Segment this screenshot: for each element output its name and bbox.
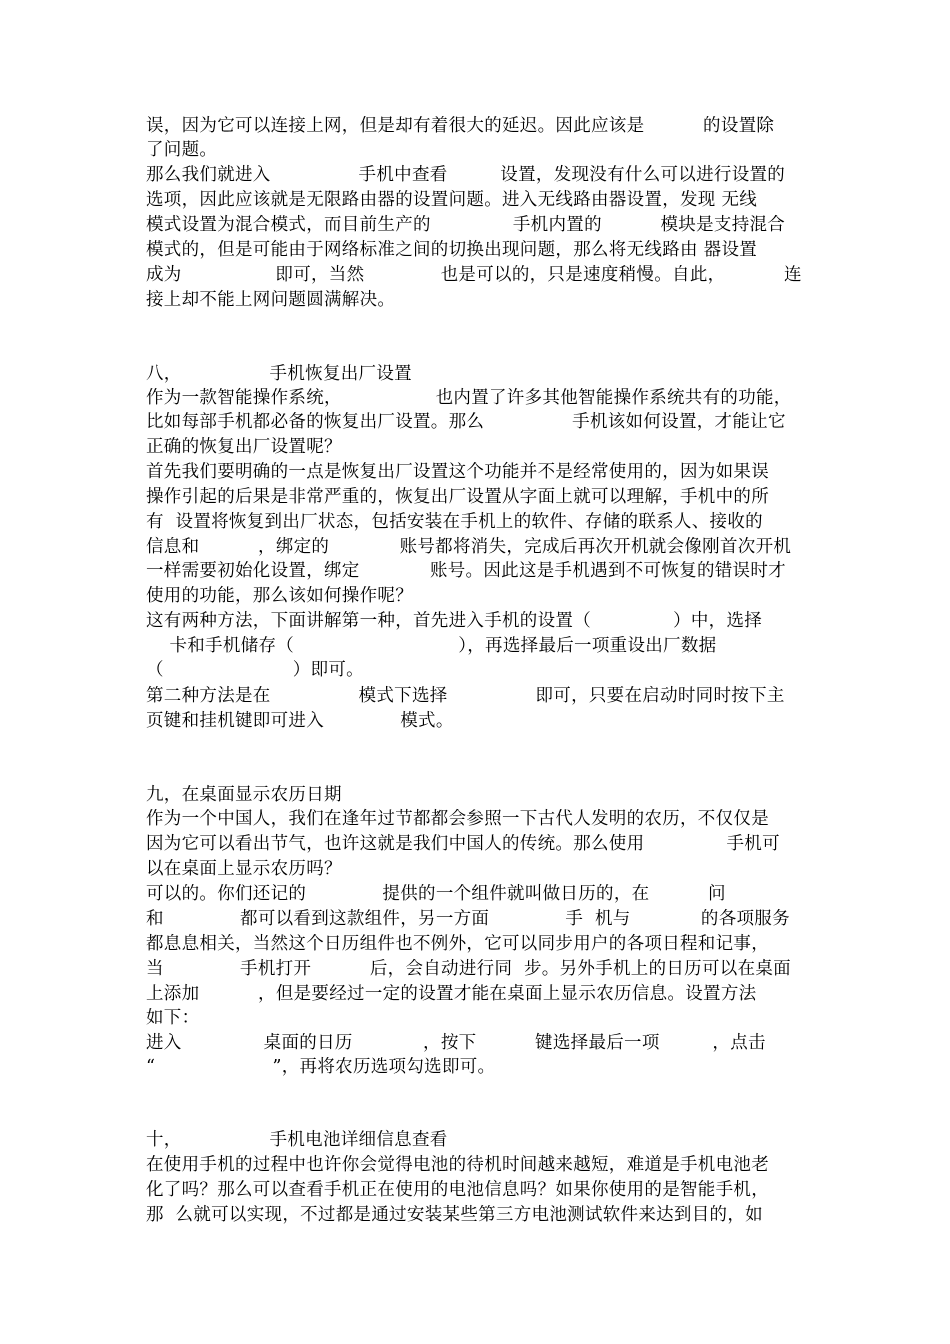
paragraph-line: 首先我们要明确的一点是恢复出厂设置这个功能并不是经常使用的，因为如果误 [146, 462, 769, 482]
paragraph-line: 因为它可以看出节气，也许这就是我们中国人的传统。那么使用 手机可 [146, 834, 780, 854]
paragraph-line: 第二种方法是在 模式下选择 即可，只要在启动时同时按下主 [146, 686, 785, 706]
paragraph-line: （ ）即可。 [146, 660, 364, 680]
paragraph-line: 信息和 ，绑定的 账号都将消失，完成后再次开机就会像刚首次开机 [146, 537, 792, 557]
paragraph-line: 接上却不能上网问题圆满解决。 [146, 290, 396, 310]
paragraph-line: 可以的。你们还记的 提供的一个组件就叫做日历的，在 问 [146, 884, 726, 904]
section-heading-9: 九，在桌面显示农历日期 [146, 785, 342, 805]
paragraph-line: 进入 桌面的日历 ，按下 键选择最后一项 ，点击 [146, 1033, 766, 1053]
paragraph-line: 选项，因此应该就是无限路由器的设置问题。进入无线路由器设置，发现 无线 [146, 190, 758, 210]
paragraph-line: 成为 即可，当然 也是可以的，只是速度稍慢。自此， 连 [146, 265, 802, 285]
paragraph-line: 这有两种方法，下面讲解第一种，首先进入手机的设置（ ）中，选择 [146, 611, 763, 631]
paragraph-line: 作为一个中国人，我们在逢年过节都都会参照一下古代人发明的农历，不仅仅是 [146, 809, 769, 829]
paragraph-line: 页键和挂机键即可进入 模式。 [146, 711, 454, 731]
paragraph-line: 使用的功能，那么该如何操作呢？ [146, 586, 413, 606]
paragraph-line: 比如每部手机都必备的恢复出厂设置。那么 手机该如何设置，才能让它 [146, 412, 786, 432]
paragraph-line: 以在桌面上显示农历吗？ [146, 859, 342, 879]
section-heading-8: 八， 手机恢复出厂设置 [146, 364, 412, 384]
paragraph-line: 那么我们就进入 手机中查看 设置，发现没有什么可以进行设置的 [146, 165, 786, 185]
section-heading-10: 十， 手机电池详细信息查看 [146, 1130, 448, 1150]
paragraph-line: 操作引起的后果是非常严重的，恢复出厂设置从字面上就可以理解，手机中的所 [146, 487, 769, 507]
paragraph-line: 在使用手机的过程中也许你会觉得电池的待机时间越来越短，难道是手机电池老 [146, 1155, 769, 1175]
paragraph-line: 模式的，但是可能由于网络标准之间的切换出现问题，那么将无线路由 器设置 [146, 240, 758, 260]
paragraph-line: 模式设置为混合模式，而目前生产的 手机内置的 模块是支持混合 [146, 215, 786, 235]
paragraph-line: 了问题。 [146, 140, 218, 160]
paragraph-line: 和 都可以看到这款组件，另一方面 手 机与 的各项服务 [146, 909, 790, 929]
paragraph-line: “ ”，再将农历选项勾选即可。 [146, 1057, 496, 1077]
paragraph-line: 上添加 ，但是要经过一定的设置才能在桌面上显示农历信息。设置方法 [146, 984, 757, 1004]
paragraph-line: 如下： [146, 1008, 200, 1028]
paragraph-line: 卡和手机储存（ ），再选择最后一项重设出厂数据 [146, 636, 717, 656]
paragraph-line: 正确的恢复出厂设置呢？ [146, 437, 342, 457]
paragraph-line: 一样需要初始化设置，绑定 账号。因此这是手机遇到不可恢复的错误时才 [146, 561, 786, 581]
paragraph-line: 当 手机打开 后，会自动进行同 步。另外手机上的日历可以在桌面 [146, 959, 791, 979]
paragraph-line: 化了吗？那么可以查看手机正在使用的电池信息吗？如果你使用的是智能手机， [146, 1180, 769, 1200]
paragraph-line: 那 么就可以实现，不过都是通过安装某些第三方电池测试软件来达到目的，如 [146, 1205, 763, 1225]
paragraph-line: 有 设置将恢复到出厂状态，包括安装在手机上的软件、存储的联系人、接收的 [146, 512, 763, 532]
paragraph-line: 作为一款智能操作系统， 也内置了许多其他智能操作系统共有的功能， [146, 388, 792, 408]
paragraph-line: 都息息相关，当然这个日历组件也不例外，它可以同步用户的各项日程和记事， [146, 934, 769, 954]
paragraph-line: 误，因为它可以连接上网，但是却有着很大的延迟。因此应该是 的设置除 [146, 116, 775, 136]
